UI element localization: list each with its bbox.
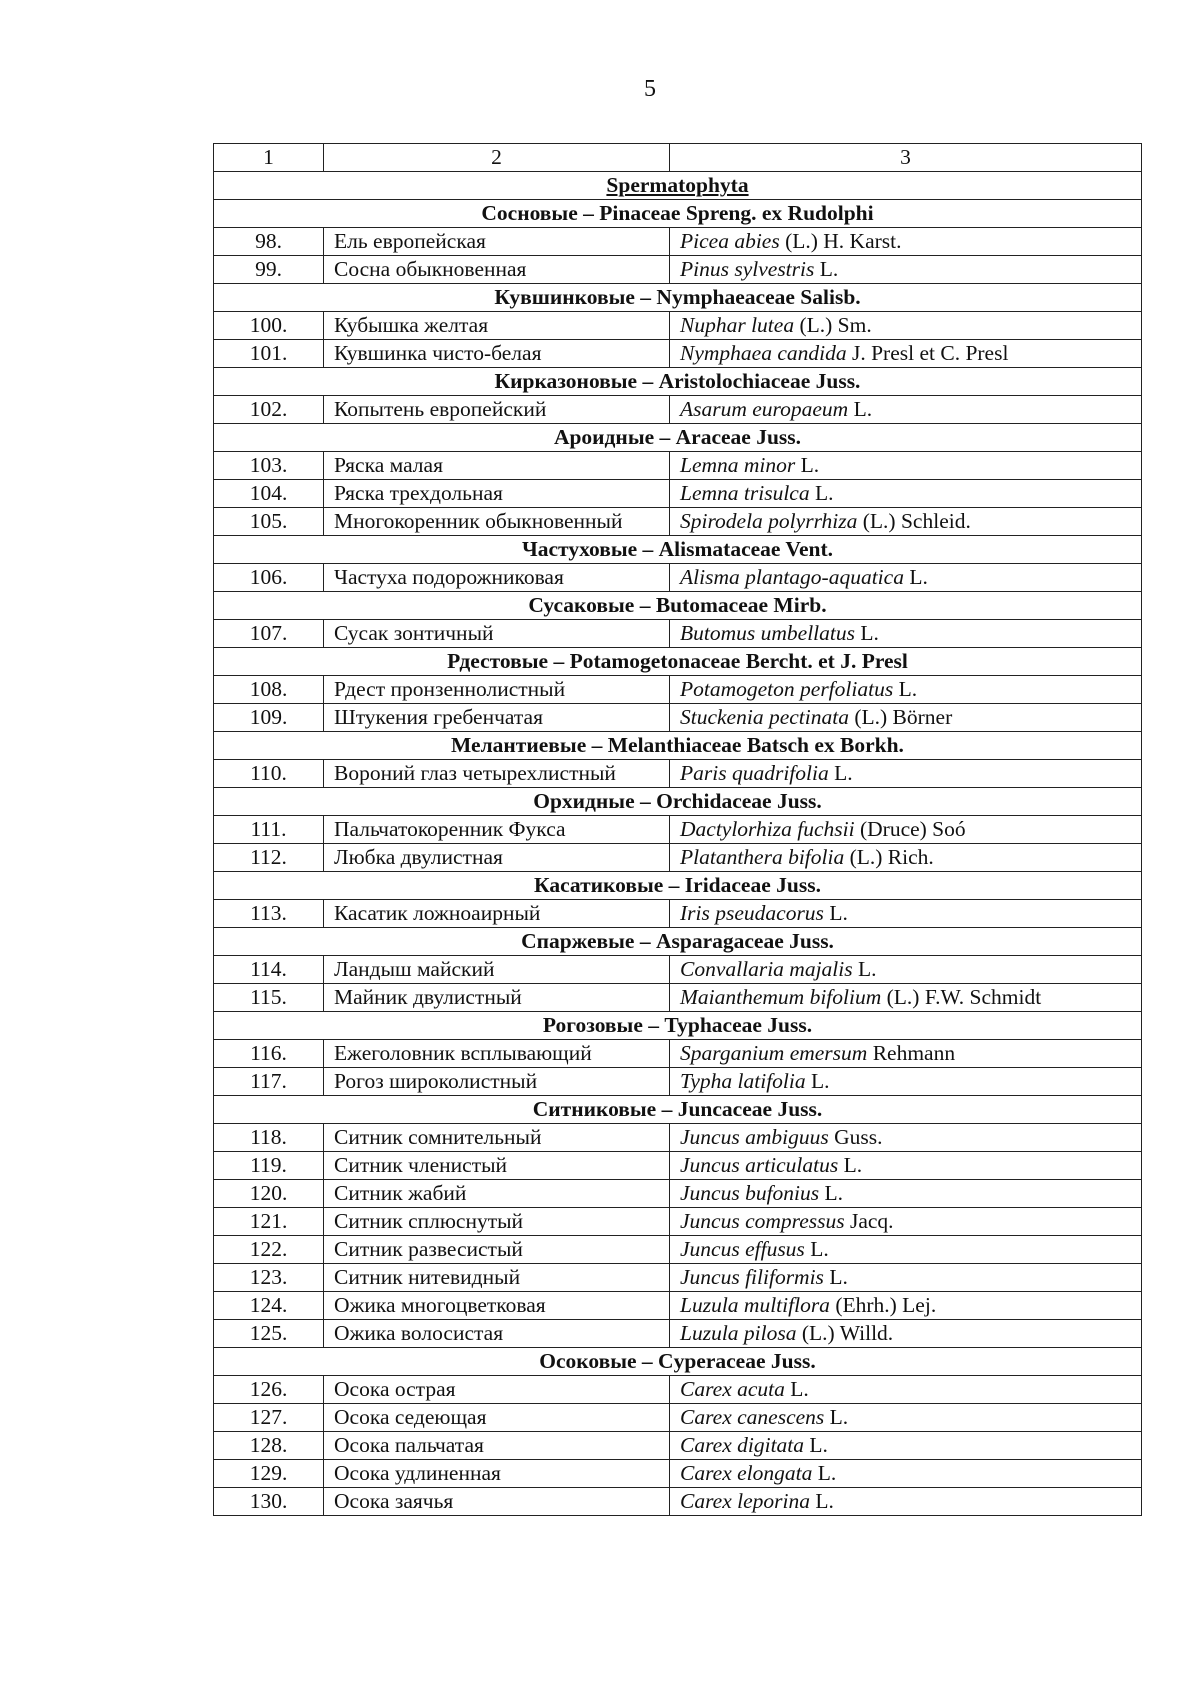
latin-name-cell <box>670 1152 1142 1180</box>
species-number: 110. <box>214 760 324 788</box>
family-title: Осоковые – Cyperaceae Juss. <box>214 1348 1142 1376</box>
authority: L. <box>829 1265 848 1289</box>
authority: L. <box>853 397 873 421</box>
species-row <box>214 1208 1142 1236</box>
latin-binomial: Butomus umbellatus <box>680 621 855 645</box>
russian-name: Сосна обыкновенная <box>324 256 670 284</box>
latin-binomial: Luzula multiflora <box>680 1293 830 1317</box>
species-row <box>214 1292 1142 1320</box>
species-table <box>213 143 1142 1516</box>
russian-name: Копытень европейский <box>324 396 670 424</box>
species-table-body <box>214 144 1142 1516</box>
authority: L. <box>810 1237 829 1261</box>
authority: L. <box>811 1069 830 1093</box>
russian-name: Ожика многоцветковая <box>324 1292 670 1320</box>
latin-name-cell <box>670 620 1142 648</box>
latin-binomial: Potamogeton perfoliatus <box>680 677 894 701</box>
family-row <box>214 1012 1142 1040</box>
species-row <box>214 1124 1142 1152</box>
authority: L. <box>800 453 820 477</box>
species-number: 109. <box>214 704 324 732</box>
latin-name-cell <box>670 1124 1142 1152</box>
family-row <box>214 368 1142 396</box>
russian-name: Ситник нитевидный <box>324 1264 670 1292</box>
family-row <box>214 648 1142 676</box>
authority: (L.) Schleid. <box>862 509 971 533</box>
species-row <box>214 312 1142 340</box>
species-row <box>214 1068 1142 1096</box>
species-number: 106. <box>214 564 324 592</box>
species-number: 100. <box>214 312 324 340</box>
latin-binomial: Maianthemum bifolium <box>680 985 882 1009</box>
species-number: 126. <box>214 1376 324 1404</box>
family-row <box>214 928 1142 956</box>
species-number: 98. <box>214 228 324 256</box>
species-row <box>214 984 1142 1012</box>
latin-name-cell <box>670 816 1142 844</box>
latin-binomial: Asarum europaeum <box>680 397 849 421</box>
latin-binomial: Alisma plantago-aquatica <box>680 565 904 589</box>
family-title: Кувшинковые – Nymphaeaceae Salisb. <box>214 284 1142 312</box>
species-row <box>214 340 1142 368</box>
latin-binomial: Juncus ambiguus <box>680 1125 829 1149</box>
russian-name: Ситник сплюснутый <box>324 1208 670 1236</box>
latin-name-cell <box>670 1460 1142 1488</box>
latin-binomial: Dactylorhiza fuchsii <box>680 817 855 841</box>
latin-binomial: Stuckenia pectinata <box>680 705 849 729</box>
russian-name: Сусак зонтичный <box>324 620 670 648</box>
authority: (L.) F.W. Schmidt <box>886 985 1042 1009</box>
authority: L. <box>817 1461 837 1485</box>
species-number: 121. <box>214 1208 324 1236</box>
page-number: 5 <box>644 76 656 102</box>
russian-name: Ожика волосистая <box>324 1320 670 1348</box>
family-title: Спаржевые – Asparagaceae Juss. <box>214 928 1142 956</box>
authority: (Ehrh.) Lej. <box>835 1293 937 1317</box>
family-title: Рдестовые – Potamogetonaceae Bercht. et J. Presl <box>214 648 1142 676</box>
species-row <box>214 704 1142 732</box>
family-row <box>214 788 1142 816</box>
family-title: Рогозовые – Typhaceae Juss. <box>214 1012 1142 1040</box>
russian-name: Ель европейская <box>324 228 670 256</box>
latin-binomial: Picea abies <box>680 229 780 253</box>
authority: L. <box>790 1377 809 1401</box>
russian-name: Ряска малая <box>324 452 670 480</box>
latin-name-cell <box>670 760 1142 788</box>
family-title: Кирказоновые – Aristolochiaceae Juss. <box>214 368 1142 396</box>
russian-name: Кувшинка чисто-белая <box>324 340 670 368</box>
russian-name: Осока острая <box>324 1376 670 1404</box>
column-header-3: 3 <box>670 144 1142 172</box>
species-number: 114. <box>214 956 324 984</box>
family-row <box>214 732 1142 760</box>
russian-name: Любка двулистная <box>324 844 670 872</box>
latin-binomial: Carex leporina <box>680 1489 810 1513</box>
latin-name-cell <box>670 1068 1142 1096</box>
latin-name-cell <box>670 508 1142 536</box>
latin-name-cell <box>670 256 1142 284</box>
species-number: 108. <box>214 676 324 704</box>
russian-name: Вороний глаз четырехлистный <box>324 760 670 788</box>
species-row <box>214 816 1142 844</box>
species-row <box>214 620 1142 648</box>
latin-binomial: Pinus sylvestris <box>680 257 815 281</box>
species-number: 112. <box>214 844 324 872</box>
species-row <box>214 1152 1142 1180</box>
authority: L. <box>829 901 848 925</box>
column-header-1: 1 <box>214 144 324 172</box>
species-number: 105. <box>214 508 324 536</box>
family-row <box>214 592 1142 620</box>
species-number: 119. <box>214 1152 324 1180</box>
authority: Jacq. <box>849 1209 894 1233</box>
russian-name: Ситник членистый <box>324 1152 670 1180</box>
latin-binomial: Convallaria majalis <box>680 957 853 981</box>
species-row <box>214 452 1142 480</box>
latin-name-cell <box>670 1376 1142 1404</box>
latin-binomial: Lemna trisulca <box>680 481 810 505</box>
latin-name-cell <box>670 1264 1142 1292</box>
species-number: 128. <box>214 1432 324 1460</box>
authority: (L.) Börner <box>854 705 953 729</box>
authority: L. <box>898 677 918 701</box>
latin-binomial: Juncus bufonius <box>680 1181 820 1205</box>
species-row <box>214 1236 1142 1264</box>
latin-binomial: Lemna minor <box>680 453 796 477</box>
species-number: 127. <box>214 1404 324 1432</box>
authority: (Druce) Soó <box>859 817 966 841</box>
authority: L. <box>829 1405 849 1429</box>
authority: J. Presl et C. Presl <box>851 341 1009 365</box>
latin-binomial: Carex digitata <box>680 1433 805 1457</box>
family-title: Частуховые – Alismataceae Vent. <box>214 536 1142 564</box>
family-title: Сосновые – Pinaceae Spreng. ex Rudolphi <box>214 200 1142 228</box>
authority: L. <box>814 481 834 505</box>
family-title: Касатиковые – Iridaceae Juss. <box>214 872 1142 900</box>
russian-name: Касатик ложноаирный <box>324 900 670 928</box>
species-row <box>214 1320 1142 1348</box>
russian-name: Пальчатокоренник Фукса <box>324 816 670 844</box>
species-number: 129. <box>214 1460 324 1488</box>
latin-name-cell <box>670 704 1142 732</box>
latin-binomial: Sparganium emersum <box>680 1041 868 1065</box>
russian-name: Осока пальчатая <box>324 1432 670 1460</box>
russian-name: Осока удлиненная <box>324 1460 670 1488</box>
latin-binomial: Juncus compressus <box>680 1209 845 1233</box>
family-title: Орхидные – Orchidaceae Juss. <box>214 788 1142 816</box>
family-row <box>214 1348 1142 1376</box>
family-row <box>214 284 1142 312</box>
latin-name-cell <box>670 1180 1142 1208</box>
family-title: Сусаковые – Butomaceae Mirb. <box>214 592 1142 620</box>
latin-name-cell <box>670 1236 1142 1264</box>
russian-name: Рдест пронзеннолистный <box>324 676 670 704</box>
russian-name: Ситник жабий <box>324 1180 670 1208</box>
latin-name-cell <box>670 1292 1142 1320</box>
authority: L. <box>819 257 839 281</box>
species-number: 118. <box>214 1124 324 1152</box>
family-title: Мелантиевые – Melanthiaceae Batsch ex Borkh. <box>214 732 1142 760</box>
latin-name-cell <box>670 900 1142 928</box>
authority: L. <box>843 1153 863 1177</box>
authority: (L.) H. Karst. <box>785 229 902 253</box>
russian-name: Кубышка желтая <box>324 312 670 340</box>
latin-name-cell <box>670 480 1142 508</box>
authority: L. <box>809 1433 828 1457</box>
species-row <box>214 256 1142 284</box>
species-number: 101. <box>214 340 324 368</box>
latin-name-cell <box>670 956 1142 984</box>
header-row <box>214 144 1142 172</box>
species-row <box>214 900 1142 928</box>
latin-name-cell <box>670 1404 1142 1432</box>
species-row <box>214 1180 1142 1208</box>
authority: L. <box>857 957 877 981</box>
latin-binomial: Typha latifolia <box>680 1069 806 1093</box>
latin-binomial: Luzula pilosa <box>680 1321 797 1345</box>
species-row <box>214 228 1142 256</box>
species-number: 103. <box>214 452 324 480</box>
latin-binomial: Carex canescens <box>680 1405 825 1429</box>
species-row <box>214 1264 1142 1292</box>
latin-binomial: Paris quadrifolia <box>680 761 829 785</box>
species-number: 124. <box>214 1292 324 1320</box>
latin-name-cell <box>670 340 1142 368</box>
division-title: Spermatophyta <box>214 172 1142 200</box>
authority: Guss. <box>834 1125 883 1149</box>
species-number: 123. <box>214 1264 324 1292</box>
latin-name-cell <box>670 984 1142 1012</box>
species-row <box>214 956 1142 984</box>
latin-binomial: Iris pseudacorus <box>680 901 824 925</box>
family-row <box>214 200 1142 228</box>
species-number: 102. <box>214 396 324 424</box>
russian-name: Ряска трехдольная <box>324 480 670 508</box>
authority: L. <box>824 1181 844 1205</box>
latin-binomial: Juncus articulatus <box>680 1153 839 1177</box>
authority: (L.) Sm. <box>799 313 872 337</box>
russian-name: Ситник сомнительный <box>324 1124 670 1152</box>
latin-name-cell <box>670 1432 1142 1460</box>
latin-binomial: Juncus filiformis <box>680 1265 824 1289</box>
species-row <box>214 480 1142 508</box>
latin-binomial: Carex elongata <box>680 1461 813 1485</box>
species-number: 125. <box>214 1320 324 1348</box>
russian-name: Майник двулистный <box>324 984 670 1012</box>
family-row <box>214 1096 1142 1124</box>
species-row <box>214 396 1142 424</box>
authority: L. <box>909 565 928 589</box>
family-row <box>214 424 1142 452</box>
latin-name-cell <box>670 452 1142 480</box>
latin-name-cell <box>670 564 1142 592</box>
species-row <box>214 1432 1142 1460</box>
russian-name: Осока седеющая <box>324 1404 670 1432</box>
latin-name-cell <box>670 312 1142 340</box>
species-row <box>214 760 1142 788</box>
species-number: 111. <box>214 816 324 844</box>
species-number: 113. <box>214 900 324 928</box>
family-row <box>214 872 1142 900</box>
division-row <box>214 172 1142 200</box>
russian-name: Осока заячья <box>324 1488 670 1516</box>
russian-name: Частуха подорожниковая <box>324 564 670 592</box>
authority: L. <box>834 761 853 785</box>
species-row <box>214 508 1142 536</box>
species-number: 116. <box>214 1040 324 1068</box>
latin-binomial: Juncus effusus <box>680 1237 805 1261</box>
species-number: 122. <box>214 1236 324 1264</box>
authority: (L.) Willd. <box>801 1321 894 1345</box>
russian-name: Штукения гребенчатая <box>324 704 670 732</box>
species-row <box>214 1040 1142 1068</box>
russian-name: Рогоз широколистный <box>324 1068 670 1096</box>
russian-name: Ситник развесистый <box>324 1236 670 1264</box>
latin-name-cell <box>670 844 1142 872</box>
family-title: Ситниковые – Juncaceae Juss. <box>214 1096 1142 1124</box>
species-number: 115. <box>214 984 324 1012</box>
family-row <box>214 536 1142 564</box>
species-number: 104. <box>214 480 324 508</box>
species-row <box>214 564 1142 592</box>
latin-name-cell <box>670 1040 1142 1068</box>
latin-binomial: Nymphaea candida <box>680 341 847 365</box>
species-number: 99. <box>214 256 324 284</box>
species-number: 120. <box>214 1180 324 1208</box>
russian-name: Многокоренник обыкновенный <box>324 508 670 536</box>
authority: Rehmann <box>872 1041 956 1065</box>
latin-binomial: Nuphar lutea <box>680 313 795 337</box>
species-row <box>214 676 1142 704</box>
latin-name-cell <box>670 228 1142 256</box>
species-row <box>214 1488 1142 1516</box>
species-number: 117. <box>214 1068 324 1096</box>
latin-name-cell <box>670 396 1142 424</box>
latin-name-cell <box>670 676 1142 704</box>
species-row <box>214 844 1142 872</box>
russian-name: Ежеголовник всплывающий <box>324 1040 670 1068</box>
family-title: Ароидные – Araceae Juss. <box>214 424 1142 452</box>
latin-name-cell <box>670 1488 1142 1516</box>
authority: L. <box>860 621 879 645</box>
latin-name-cell <box>670 1320 1142 1348</box>
russian-name: Ландыш майский <box>324 956 670 984</box>
latin-binomial: Spirodela polyrrhiza <box>680 509 858 533</box>
column-header-2: 2 <box>324 144 670 172</box>
species-row <box>214 1376 1142 1404</box>
latin-binomial: Carex acuta <box>680 1377 785 1401</box>
species-number: 107. <box>214 620 324 648</box>
authority: L. <box>815 1489 834 1513</box>
species-row <box>214 1460 1142 1488</box>
species-number: 130. <box>214 1488 324 1516</box>
latin-name-cell <box>670 1208 1142 1236</box>
species-row <box>214 1404 1142 1432</box>
authority: (L.) Rich. <box>849 845 934 869</box>
latin-binomial: Platanthera bifolia <box>680 845 845 869</box>
